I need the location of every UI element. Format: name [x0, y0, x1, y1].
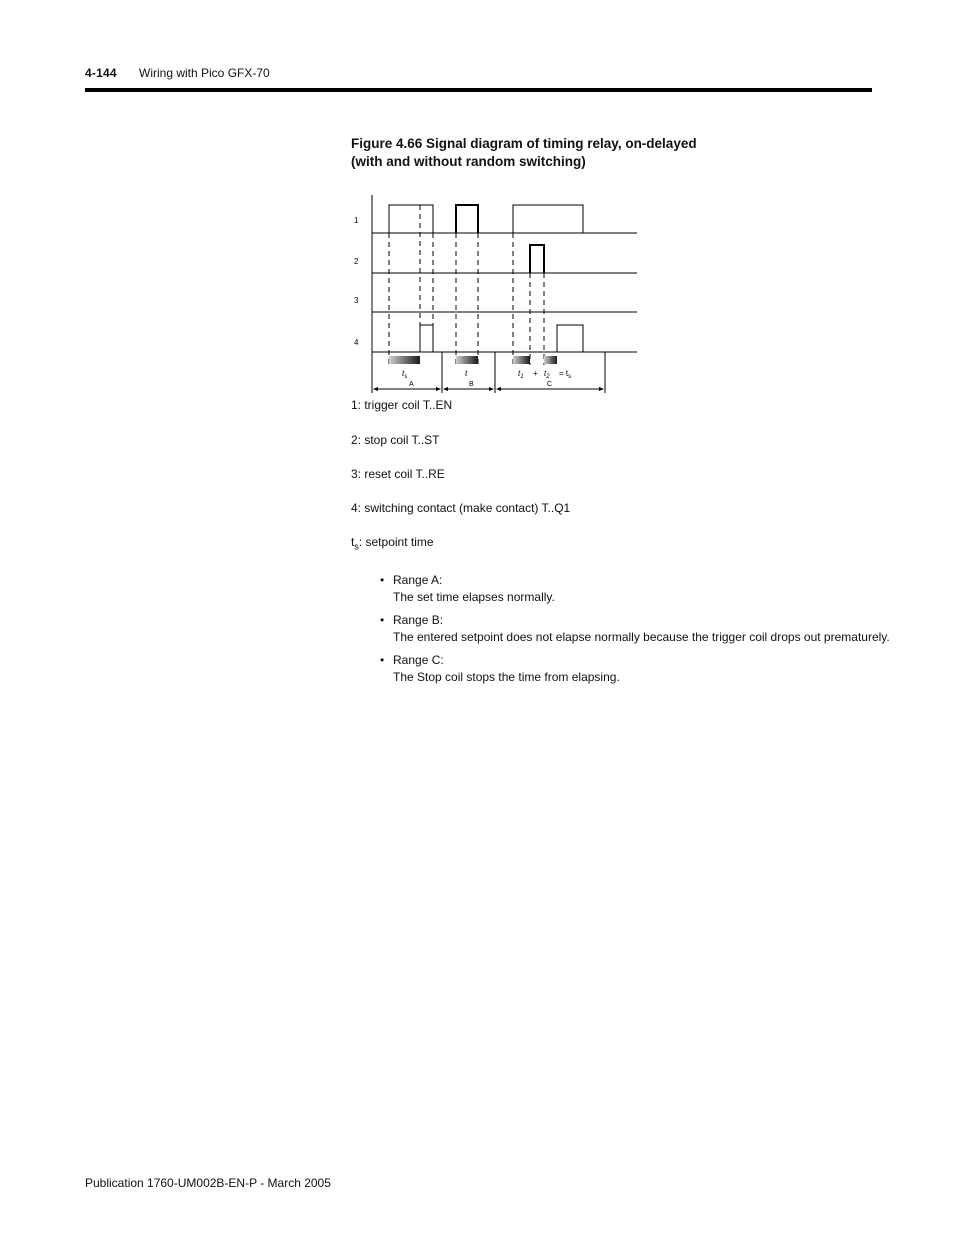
time-label-a: $t_s$: [402, 369, 408, 380]
legend-switching-contact: 4: switching contact (make contact) T..Q1: [351, 501, 571, 515]
list-item-range-c: [380, 652, 900, 686]
figure-caption-line-2: (with and without random switching): [351, 154, 586, 169]
trigger-pulse-c: [513, 205, 583, 233]
bullet-dot: •: [380, 613, 385, 627]
legend-setpoint-time: $t_s$: setpoint time: [351, 535, 434, 552]
row-label-2: 2: [354, 257, 359, 266]
row-label-1: 1: [354, 216, 359, 225]
signal-diagram: [345, 195, 645, 400]
publication-footer: Publication 1760-UM002B-EN-P - March 2005: [85, 1176, 331, 1190]
row-label-4: 4: [354, 338, 359, 347]
figure-caption-line-1: Figure 4.66 Signal diagram of timing relay, on-delayed: [351, 136, 697, 151]
range-a-title: Range A:: [393, 573, 443, 587]
page-number: 4-144: [85, 66, 117, 80]
row-label-3: 3: [354, 296, 359, 305]
legend-trigger-coil: 1: trigger coil T..EN: [351, 398, 453, 412]
range-label-a: A: [409, 381, 414, 388]
time-bar-a: [389, 356, 420, 364]
trigger-pulse-a: [389, 205, 433, 233]
bullet-dot: •: [380, 573, 385, 587]
list-item-range-b: [380, 612, 900, 646]
range-label-b: B: [469, 381, 474, 388]
time-label-plus: +: [533, 369, 538, 378]
range-a-text: The set time elapses normally.: [393, 590, 555, 604]
time-label-c1: $t_1$: [518, 369, 524, 380]
time-label-c2: $t_2$: [544, 369, 550, 380]
signal-diagram-svg: [345, 195, 645, 395]
bullet-dot: •: [380, 653, 385, 667]
range-bullet-list: [380, 572, 900, 692]
time-bar-b: [456, 356, 478, 364]
range-c-text: The Stop coil stops the time from elapsing.: [393, 670, 620, 684]
legend-reset-coil: 3: reset coil T..RE: [351, 467, 445, 481]
time-bar-c2: [544, 356, 557, 364]
stop-pulse: [530, 245, 544, 273]
running-header-title: Wiring with Pico GFX-70: [139, 66, 270, 80]
range-b-text: The entered setpoint does not elapse normally because the trigger coil drops out prematurely.: [393, 630, 890, 644]
range-c-title: Range C:: [393, 653, 444, 667]
range-label-c: C: [547, 381, 553, 388]
contact-pulse-c: [557, 325, 583, 352]
range-b-title: Range B:: [393, 613, 444, 627]
time-bar-c1: [513, 356, 530, 364]
legend-stop-coil: 2: stop coil T..ST: [351, 433, 440, 447]
contact-pulse-a: [420, 325, 433, 352]
figure-caption: [351, 135, 771, 171]
dashed-guides: [389, 205, 544, 365]
trigger-pulse-b: [456, 205, 478, 233]
time-label-b: t: [465, 369, 468, 378]
header-rule: [85, 88, 872, 92]
time-label-eq: = $t_s$: [559, 369, 572, 380]
list-item-range-a: [380, 572, 900, 606]
